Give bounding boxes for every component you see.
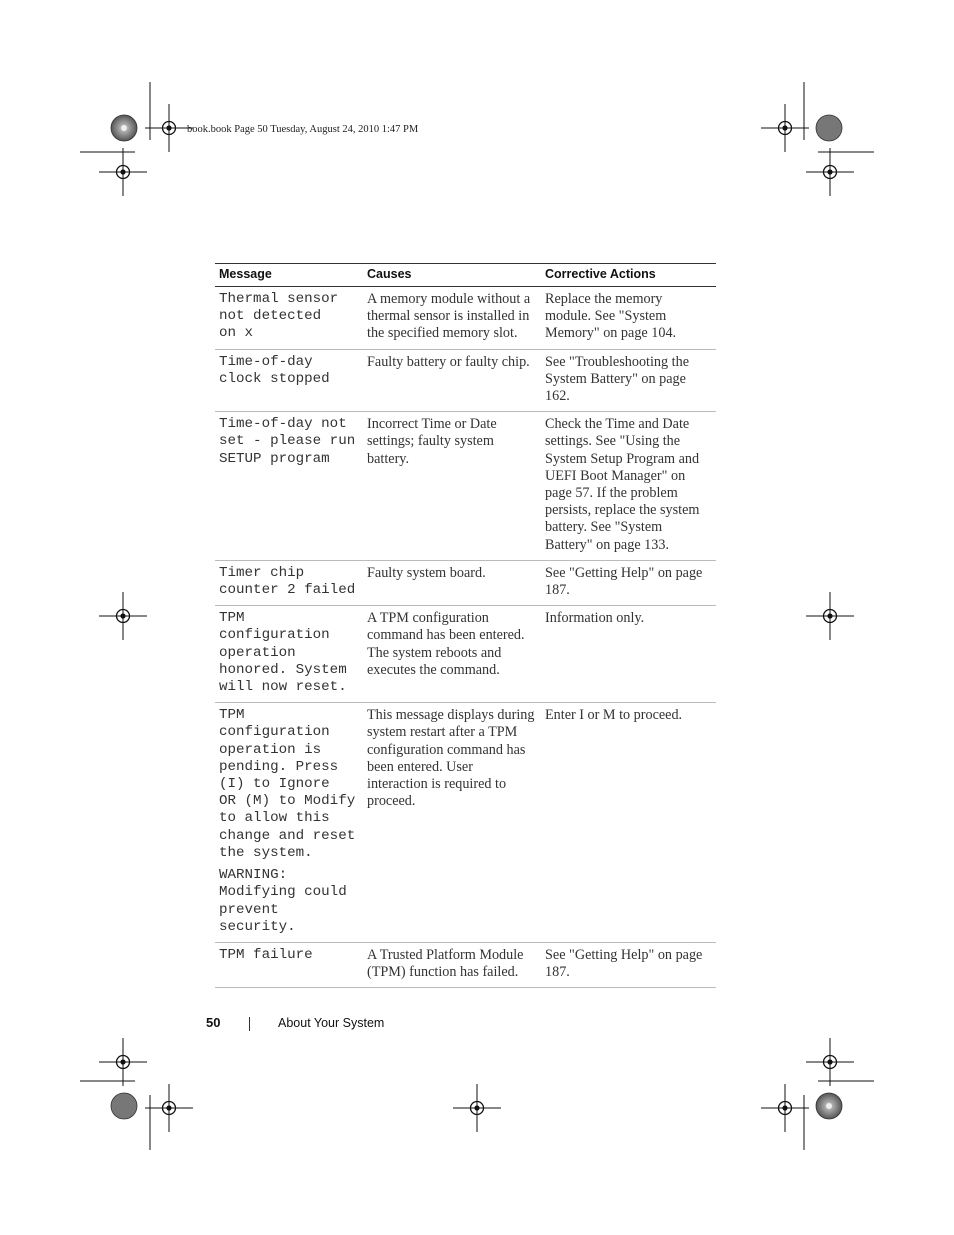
message-cell — [215, 349, 363, 412]
rosette-top-left — [111, 115, 137, 141]
action-cell: Check the Time and Date settings. See "Using the System Setup Program and UEFI Boot Manager" on page 57. If the problem persists, replace the system battery. See "System Battery" on page 133. — [541, 412, 716, 561]
message-text: Timer chip counter 2 failed — [219, 564, 356, 599]
action-cell: See "Getting Help" on page 187. — [541, 560, 716, 605]
footer-section-title: About Your System — [278, 1016, 385, 1030]
message-cell — [215, 942, 363, 987]
registration-mark-bottom-left-a — [99, 1038, 147, 1086]
system-messages-table — [215, 263, 716, 988]
cause-cell: Faulty system board. — [363, 560, 541, 605]
cause-cell: Faulty battery or faulty chip. — [363, 349, 541, 412]
registration-mark-bottom-right-b — [761, 1084, 809, 1132]
message-cell — [215, 560, 363, 605]
message-text: Time-of-day clock stopped — [219, 353, 330, 387]
registration-mark-bottom-center — [453, 1084, 501, 1132]
table-row — [215, 560, 716, 605]
rosette-bottom-left — [111, 1093, 137, 1119]
action-cell: See "Getting Help" on page 187. — [541, 942, 716, 987]
cause-cell: A memory module without a thermal sensor is installed in the specified memory slot. — [363, 287, 541, 350]
registration-mark-mid-right — [806, 592, 854, 640]
message-text: TPM failure — [219, 946, 313, 963]
registration-mark-mid-left — [99, 592, 147, 640]
message-text: Time-of-day not set - please run SETUP program — [219, 416, 356, 467]
table-row — [215, 703, 716, 943]
rosette-bottom-right — [816, 1093, 842, 1119]
message-cell — [215, 412, 363, 561]
message-text: TPM configuration operation honored. System will now reset. — [219, 610, 347, 696]
rosette-top-right — [816, 115, 842, 141]
registration-mark-bottom-left-b — [145, 1084, 193, 1132]
message-cell — [215, 606, 363, 703]
action-cell: See "Troubleshooting the System Battery" on page 162. — [541, 349, 716, 412]
action-cell: Enter I or M to proceed. — [541, 703, 716, 943]
page-number: 50 — [206, 1015, 221, 1030]
registration-mark-bottom-right-a — [806, 1038, 854, 1086]
cause-cell: Incorrect Time or Date settings; faulty system battery. — [363, 412, 541, 561]
page-footer — [0, 1015, 954, 1035]
column-header-message: Message — [215, 264, 363, 287]
message-cell — [215, 287, 363, 350]
action-cell: Replace the memory module. See "System Memory" on page 104. — [541, 287, 716, 350]
registration-mark-top-left-b — [99, 148, 147, 196]
column-header-causes: Causes — [363, 264, 541, 287]
cause-cell: A Trusted Platform Module (TPM) function has failed. — [363, 942, 541, 987]
registration-mark-top-right-b — [806, 148, 854, 196]
action-cell: Information only. — [541, 606, 716, 703]
message-text: Thermal sensor not detected on x — [219, 291, 339, 342]
column-header-corrective-actions: Corrective Actions — [541, 264, 716, 287]
table-header-row — [215, 264, 716, 287]
table-row — [215, 287, 716, 350]
table-row — [215, 412, 716, 561]
footer-divider — [249, 1017, 250, 1031]
table-row — [215, 349, 716, 412]
registration-mark-top-left-a — [145, 104, 193, 152]
cause-cell: This message displays during system restart after a TPM configuration command has been entered. User interaction is required to proceed. — [363, 703, 541, 943]
message-warning-text: WARNING: Modifying could prevent security. — [219, 867, 347, 935]
message-text: TPM configuration operation is pending. Press (I) to Ignore OR (M) to Modify to allow this change and reset the system. — [219, 707, 356, 861]
message-cell — [215, 703, 363, 943]
cause-cell: A TPM configuration command has been entered. The system reboots and executes the command. — [363, 606, 541, 703]
table-row — [215, 942, 716, 987]
table-row — [215, 606, 716, 703]
registration-mark-top-right-a — [761, 104, 809, 152]
print-slug-line: book.book Page 50 Tuesday, August 24, 2010 1:47 PM — [187, 124, 419, 135]
